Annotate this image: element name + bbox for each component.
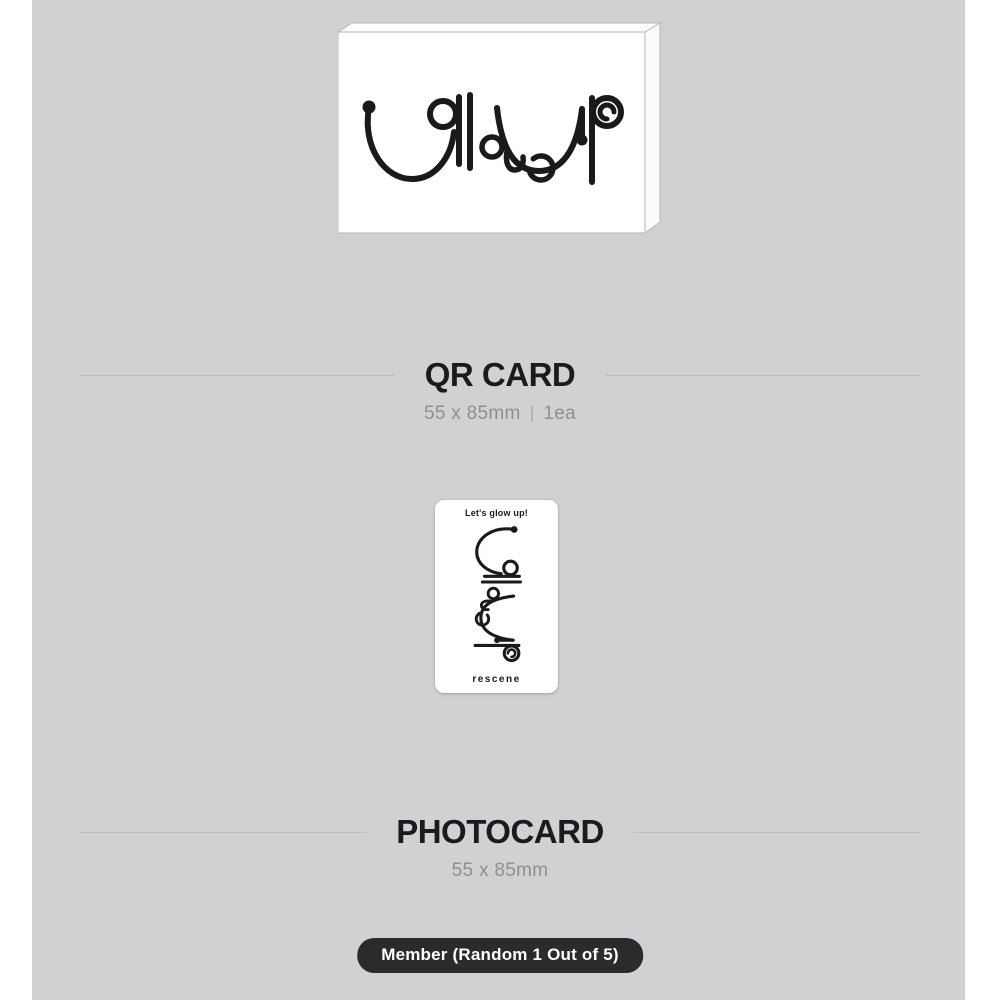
spec-separator: |	[529, 403, 535, 422]
section-photocard-header	[80, 812, 920, 852]
photocard-size: 55 x 85mm	[451, 860, 549, 881]
section-qr-card-header	[80, 355, 920, 395]
divider-line	[634, 832, 920, 833]
album-box	[338, 15, 663, 234]
qr-card-top-text: Let's glow up!	[465, 508, 528, 518]
qr-card-title: QR CARD	[424, 356, 576, 393]
qr-card-brand-text: rescene	[472, 674, 521, 685]
photocard-spec	[0, 860, 1000, 882]
qr-card-size: 55 x 85mm	[423, 403, 521, 424]
photocard-title: PHOTOCARD	[396, 813, 604, 850]
qr-card-spec	[0, 403, 1000, 425]
member-random-badge: Member (Random 1 Out of 5)	[357, 938, 643, 973]
glow-up-logo-rotated	[471, 522, 523, 668]
divider-line	[80, 375, 395, 376]
qr-card-preview	[435, 500, 558, 693]
glow-up-logo	[355, 90, 635, 190]
divider-line	[80, 832, 366, 833]
qr-card-quantity: 1ea	[543, 403, 576, 424]
divider-line	[605, 375, 920, 376]
